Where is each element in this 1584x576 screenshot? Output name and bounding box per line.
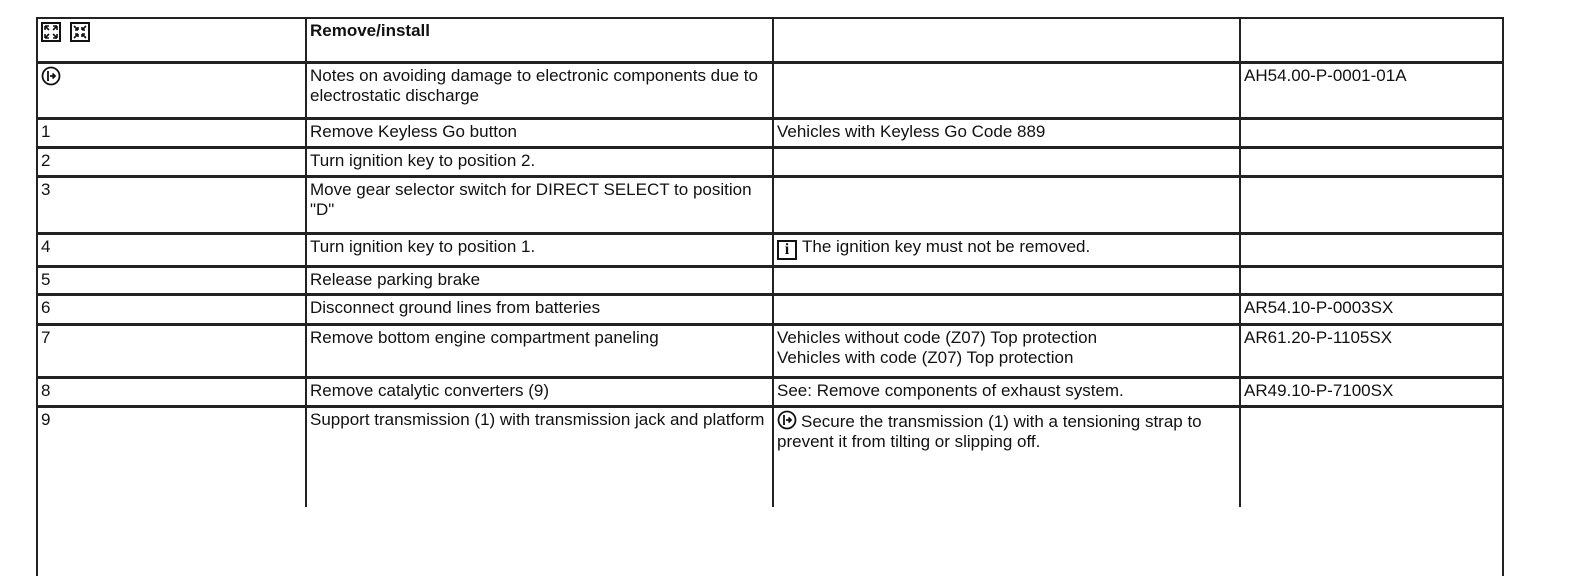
step-action: Release parking brake (306, 267, 773, 295)
caution-icon (41, 66, 61, 86)
step-condition-cell (773, 325, 1240, 378)
header-empty-cell (773, 19, 1240, 63)
expand-icon[interactable] (41, 22, 61, 42)
step-number: 2 (38, 148, 306, 177)
step-condition-line: Vehicles without code (Z07) Top protection (777, 328, 1098, 347)
notes-empty-cell (773, 63, 1240, 119)
step-action: Remove bottom engine compartment paneling (306, 325, 773, 378)
step-number: 3 (38, 177, 306, 234)
step-action: Support transmission (1) with transmission jack and platform (306, 407, 773, 508)
step-ref-link[interactable]: AR49.10-P-7100SX (1240, 378, 1504, 407)
table-row (38, 267, 1504, 295)
step-ref-link[interactable]: AR54.10-P-0003SX (1240, 295, 1504, 325)
step-action: Disconnect ground lines from batteries (306, 295, 773, 325)
table-row (38, 295, 1504, 325)
step-ref (1240, 267, 1504, 295)
notes-text: Notes on avoiding damage to electronic components due to electrostatic discharge (306, 63, 773, 119)
step-number: 8 (38, 378, 306, 407)
step-action: Move gear selector switch for DIRECT SELECT to position "D" (306, 177, 773, 234)
step-action: Remove Keyless Go button (306, 119, 773, 148)
step-action: Turn ignition key to position 2. (306, 148, 773, 177)
table-row (38, 177, 1504, 234)
step-ref (1240, 119, 1504, 148)
procedure-table-frame (36, 17, 1504, 576)
step-action: Turn ignition key to position 1. (306, 234, 773, 267)
step-condition-cell (773, 407, 1240, 508)
header-empty-cell (1240, 19, 1504, 63)
table-row (38, 119, 1504, 148)
step-ref (1240, 234, 1504, 267)
step-condition: See: Remove components of exhaust system. (773, 378, 1240, 407)
step-number: 9 (41, 410, 51, 429)
table-row (38, 407, 1504, 508)
step-number: 1 (38, 119, 306, 148)
header-title: Remove/install (306, 19, 773, 63)
step-condition: Secure the transmission (1) with a tensioning strap to prevent it from tilting or slipping off. (777, 412, 1202, 451)
step-condition (773, 177, 1240, 234)
step-ref (1240, 407, 1504, 508)
procedure-table (38, 19, 1504, 507)
step-condition (773, 148, 1240, 177)
table-row (38, 148, 1504, 177)
collapse-icon[interactable] (70, 22, 90, 42)
step-number: 6 (38, 295, 306, 325)
table-row (38, 378, 1504, 407)
step-condition (773, 267, 1240, 295)
step-condition: The ignition key must not be removed. (802, 237, 1091, 256)
step-ref-link[interactable]: AR61.20-P-1105SX (1240, 325, 1504, 378)
table-row (38, 234, 1504, 267)
table-row (38, 325, 1504, 378)
step-ref (1240, 148, 1504, 177)
step-condition-line: Vehicles with code (Z07) Top protection (777, 348, 1074, 367)
step-number: 4 (38, 234, 306, 267)
step-action: Remove catalytic converters (9) (306, 378, 773, 407)
step-ref (1240, 177, 1504, 234)
info-icon: i (777, 240, 797, 260)
step-condition (773, 295, 1240, 325)
notes-icon-cell (38, 63, 306, 119)
step-condition: Vehicles with Keyless Go Code 889 (773, 119, 1240, 148)
header-icons-cell (38, 19, 306, 63)
step-number: 7 (38, 325, 306, 378)
step-condition-cell (773, 234, 1240, 267)
table-row-notes (38, 63, 1504, 119)
caution-icon (777, 410, 797, 430)
notes-ref-link[interactable]: AH54.00-P-0001-01A (1240, 63, 1504, 119)
step-number: 5 (38, 267, 306, 295)
table-row-header (38, 19, 1504, 63)
